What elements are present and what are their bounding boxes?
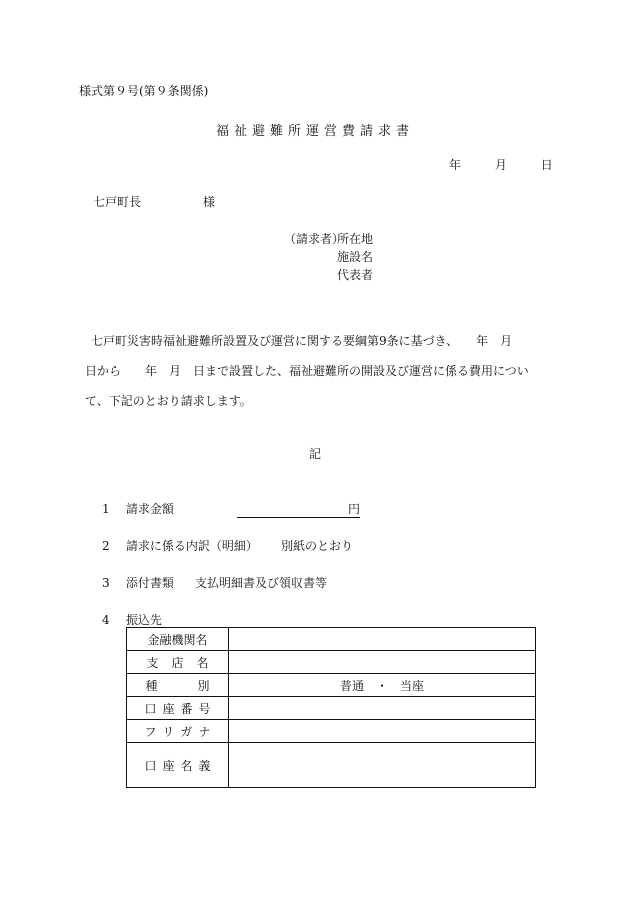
- account-type-options[interactable]: 普通 ・ 当座: [229, 674, 536, 697]
- table-row: [127, 651, 536, 674]
- body-line-1: 七戸町災害時福祉避難所設置及び運営に関する要綱第9条に基づき、 年 月: [91, 334, 513, 348]
- item-label: 振込先: [125, 613, 162, 627]
- bank-name-label: 金融機関名: [127, 628, 229, 651]
- addressee-honorific: 様: [203, 195, 216, 209]
- account-number-field[interactable]: [229, 697, 536, 720]
- body-paragraph: [79, 326, 549, 416]
- date-day: 日: [540, 158, 553, 172]
- item-number: 1: [102, 502, 110, 516]
- branch-name-label: 支店名: [127, 651, 229, 674]
- item-number: 4: [102, 613, 110, 627]
- document-title: 福祉避難所運営費請求書: [215, 124, 414, 139]
- item-attachments: [102, 574, 174, 591]
- item-attachments-value: 支払明細書及び領収書等: [195, 576, 328, 590]
- item-breakdown-value: 別紙のとおり: [281, 539, 354, 553]
- account-number-label: 口座番号: [127, 697, 229, 720]
- bank-name-field[interactable]: [229, 628, 536, 651]
- addressee-name: 七戸町長: [93, 195, 142, 209]
- account-type-label: 種別: [127, 674, 229, 697]
- date-line: [449, 156, 553, 173]
- requester-field-address: 所在地: [337, 232, 374, 246]
- item-label: 添付書類: [125, 576, 174, 590]
- bank-account-table: [126, 627, 536, 788]
- table-row: [127, 628, 536, 651]
- table-row: [127, 674, 536, 697]
- furigana-label: フリガナ: [127, 720, 229, 743]
- item-label: 請求に係る内訳（明細）: [125, 539, 258, 553]
- form-number: 様式第９号(第９条関係): [79, 84, 209, 98]
- requester-block: [284, 230, 373, 284]
- furigana-field[interactable]: [229, 720, 536, 743]
- body-line-3: て、下記のとおり請求します。: [85, 394, 252, 408]
- requester-field-facility: 施設名: [337, 250, 374, 264]
- item-breakdown: [102, 537, 258, 554]
- table-row: [127, 743, 536, 788]
- date-year: 年: [449, 158, 462, 172]
- account-holder-field[interactable]: [229, 743, 536, 788]
- item-number: 3: [102, 576, 110, 590]
- requester-field-representative: 代表者: [337, 268, 374, 282]
- account-holder-label: 口座名義: [127, 743, 229, 788]
- amount-field[interactable]: [237, 500, 360, 518]
- item-amount: [102, 500, 174, 517]
- amount-unit: 円: [347, 502, 360, 516]
- item-label: 請求金額: [125, 502, 174, 516]
- ki-heading: 記: [308, 447, 321, 461]
- requester-tag: （請求者）: [284, 232, 345, 246]
- branch-name-field[interactable]: [229, 651, 536, 674]
- table-row: [127, 697, 536, 720]
- item-number: 2: [102, 539, 110, 553]
- body-line-2: 日から 年 月 日まで設置した、福祉避難所の開設及び運営に係る費用につい: [85, 364, 529, 378]
- table-row: [127, 720, 536, 743]
- item-transfer-destination: [102, 611, 162, 628]
- date-month: 月: [494, 158, 507, 172]
